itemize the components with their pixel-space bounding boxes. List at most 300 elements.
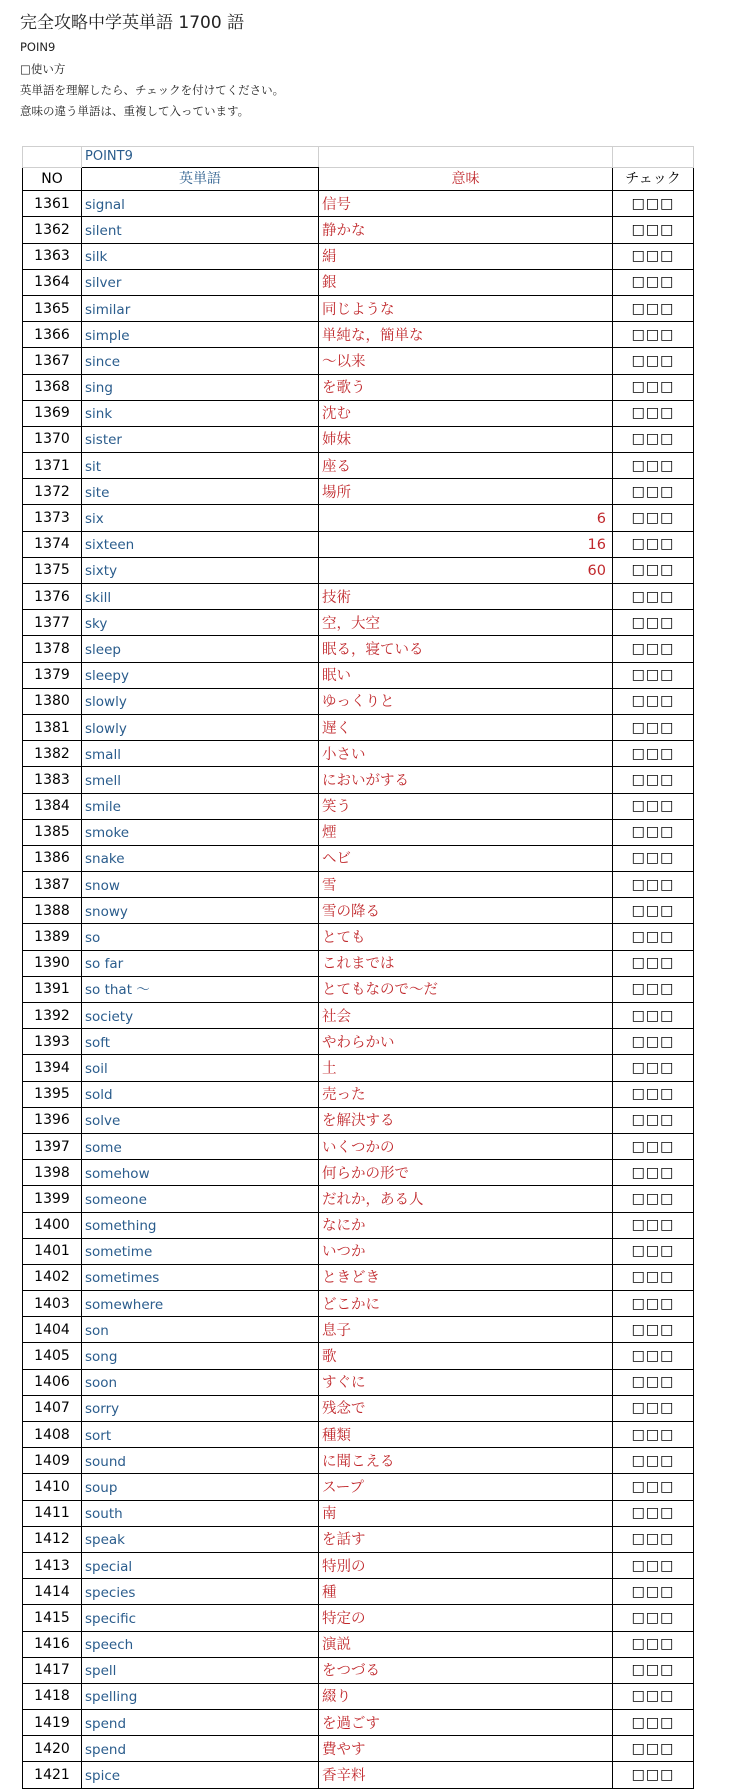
row-meaning: 銀 xyxy=(319,269,613,295)
row-word: spend xyxy=(82,1736,319,1762)
row-checkboxes[interactable]: □□□ xyxy=(613,374,694,400)
row-meaning: 息子 xyxy=(319,1317,613,1343)
row-word: sleepy xyxy=(82,662,319,688)
table-row xyxy=(23,1264,694,1290)
row-checkboxes[interactable]: □□□ xyxy=(613,1081,694,1107)
row-checkboxes[interactable]: □□□ xyxy=(613,1736,694,1762)
row-number: 1400 xyxy=(23,1212,82,1238)
table-row xyxy=(23,269,694,295)
row-word: smell xyxy=(82,767,319,793)
row-checkboxes[interactable]: □□□ xyxy=(613,505,694,531)
table-row xyxy=(23,1133,694,1159)
row-meaning: 信号 xyxy=(319,191,613,217)
table-row xyxy=(23,1552,694,1578)
row-word: spice xyxy=(82,1762,319,1788)
table-row xyxy=(23,898,694,924)
header-check: チェック xyxy=(613,168,694,191)
row-number: 1406 xyxy=(23,1369,82,1395)
row-checkboxes[interactable]: □□□ xyxy=(613,217,694,243)
row-number: 1374 xyxy=(23,531,82,557)
row-checkboxes[interactable]: □□□ xyxy=(613,1552,694,1578)
table-row xyxy=(23,1029,694,1055)
table-row xyxy=(23,610,694,636)
row-meaning: なにか xyxy=(319,1212,613,1238)
table-row xyxy=(23,1160,694,1186)
row-meaning: 笑う xyxy=(319,793,613,819)
row-word: sleep xyxy=(82,636,319,662)
row-checkboxes[interactable]: □□□ xyxy=(613,479,694,505)
row-checkboxes[interactable]: □□□ xyxy=(613,819,694,845)
table-row xyxy=(23,322,694,348)
table-row xyxy=(23,374,694,400)
row-checkboxes[interactable]: □□□ xyxy=(613,793,694,819)
row-checkboxes[interactable]: □□□ xyxy=(613,898,694,924)
row-checkboxes[interactable]: □□□ xyxy=(613,1762,694,1788)
row-number: 1402 xyxy=(23,1264,82,1290)
row-meaning: 遅く xyxy=(319,714,613,740)
row-word: someone xyxy=(82,1186,319,1212)
row-meaning: これまでは xyxy=(319,950,613,976)
row-number: 1410 xyxy=(23,1474,82,1500)
row-checkboxes[interactable]: □□□ xyxy=(613,1029,694,1055)
table-row xyxy=(23,1343,694,1369)
row-meaning: 座る xyxy=(319,453,613,479)
row-checkboxes[interactable]: □□□ xyxy=(613,1133,694,1159)
row-checkboxes[interactable]: □□□ xyxy=(613,950,694,976)
row-meaning: 小さい xyxy=(319,741,613,767)
table-row xyxy=(23,584,694,610)
row-word: speak xyxy=(82,1526,319,1552)
row-number: 1393 xyxy=(23,1029,82,1055)
row-word: so far xyxy=(82,950,319,976)
row-meaning: 姉妹 xyxy=(319,426,613,452)
table-row xyxy=(23,1448,694,1474)
section-blank-cell xyxy=(319,147,613,168)
row-checkboxes[interactable]: □□□ xyxy=(613,348,694,374)
row-word: silent xyxy=(82,217,319,243)
row-word: sorry xyxy=(82,1395,319,1421)
table-row xyxy=(23,479,694,505)
row-word: specific xyxy=(82,1605,319,1631)
row-number: 1389 xyxy=(23,924,82,950)
row-word: smile xyxy=(82,793,319,819)
row-word: skill xyxy=(82,584,319,610)
row-number: 1363 xyxy=(23,243,82,269)
row-word: speech xyxy=(82,1631,319,1657)
row-checkboxes[interactable]: □□□ xyxy=(613,1343,694,1369)
row-word: sort xyxy=(82,1422,319,1448)
table-row xyxy=(23,741,694,767)
row-meaning: 種類 xyxy=(319,1422,613,1448)
row-word: so that ～ xyxy=(82,976,319,1002)
row-number: 1415 xyxy=(23,1605,82,1631)
row-number: 1409 xyxy=(23,1448,82,1474)
row-number: 1401 xyxy=(23,1238,82,1264)
row-meaning: スープ xyxy=(319,1474,613,1500)
table-row xyxy=(23,1736,694,1762)
table-row xyxy=(23,1395,694,1421)
row-checkboxes[interactable]: □□□ xyxy=(613,1107,694,1133)
row-checkboxes[interactable]: □□□ xyxy=(613,636,694,662)
row-word: song xyxy=(82,1343,319,1369)
row-word: soup xyxy=(82,1474,319,1500)
row-checkboxes[interactable]: □□□ xyxy=(613,1291,694,1317)
table-row xyxy=(23,1526,694,1552)
row-word: something xyxy=(82,1212,319,1238)
row-meaning: 煙 xyxy=(319,819,613,845)
table-row xyxy=(23,348,694,374)
table-row xyxy=(23,426,694,452)
row-meaning: 種 xyxy=(319,1579,613,1605)
header-row xyxy=(23,168,694,191)
row-number: 1404 xyxy=(23,1317,82,1343)
table-row xyxy=(23,1212,694,1238)
row-meaning: 単純な，簡単な xyxy=(319,322,613,348)
row-word: slowly xyxy=(82,714,319,740)
row-meaning: 香辛料 xyxy=(319,1762,613,1788)
table-row xyxy=(23,636,694,662)
row-word: society xyxy=(82,1003,319,1029)
table-row xyxy=(23,1657,694,1683)
row-number: 1369 xyxy=(23,400,82,426)
row-word: soon xyxy=(82,1369,319,1395)
table-row xyxy=(23,976,694,1002)
row-checkboxes[interactable]: □□□ xyxy=(613,295,694,321)
row-checkboxes[interactable]: □□□ xyxy=(613,1264,694,1290)
row-number: 1412 xyxy=(23,1526,82,1552)
row-number: 1395 xyxy=(23,1081,82,1107)
row-checkboxes[interactable]: □□□ xyxy=(613,1003,694,1029)
row-meaning: を解決する xyxy=(319,1107,613,1133)
row-checkboxes[interactable]: □□□ xyxy=(613,269,694,295)
row-number: 1371 xyxy=(23,453,82,479)
row-word: similar xyxy=(82,295,319,321)
table-row xyxy=(23,1683,694,1709)
note-text: 意味の違う単語は、重複して入っています。 xyxy=(20,104,250,118)
row-number: 1397 xyxy=(23,1133,82,1159)
row-meaning: すぐに xyxy=(319,1369,613,1395)
row-meaning: どこかに xyxy=(319,1291,613,1317)
table-row xyxy=(23,1474,694,1500)
point-label: POIN9 xyxy=(20,40,56,54)
row-meaning: 歌 xyxy=(319,1343,613,1369)
row-checkboxes[interactable]: □□□ xyxy=(613,1395,694,1421)
row-word: snowy xyxy=(82,898,319,924)
header-no: NO xyxy=(23,168,82,191)
table-row xyxy=(23,1081,694,1107)
table-row xyxy=(23,767,694,793)
table-row xyxy=(23,872,694,898)
row-meaning: 南 xyxy=(319,1500,613,1526)
row-number: 1385 xyxy=(23,819,82,845)
row-meaning: を話す xyxy=(319,1526,613,1552)
row-checkboxes[interactable]: □□□ xyxy=(613,1160,694,1186)
row-number: 1386 xyxy=(23,845,82,871)
row-checkboxes[interactable]: □□□ xyxy=(613,1657,694,1683)
row-word: six xyxy=(82,505,319,531)
row-word: spell xyxy=(82,1657,319,1683)
row-word: species xyxy=(82,1579,319,1605)
row-meaning: 同じような xyxy=(319,295,613,321)
row-number: 1420 xyxy=(23,1736,82,1762)
row-checkboxes[interactable]: □□□ xyxy=(613,1422,694,1448)
row-number: 1362 xyxy=(23,217,82,243)
row-checkboxes[interactable]: □□□ xyxy=(613,1579,694,1605)
row-checkboxes[interactable]: □□□ xyxy=(613,688,694,714)
row-number: 1361 xyxy=(23,191,82,217)
table-row xyxy=(23,1055,694,1081)
row-checkboxes[interactable]: □□□ xyxy=(613,1683,694,1709)
row-word: snake xyxy=(82,845,319,871)
row-word: special xyxy=(82,1552,319,1578)
table-row xyxy=(23,191,694,217)
row-number: 1378 xyxy=(23,636,82,662)
row-word: sister xyxy=(82,426,319,452)
row-checkboxes[interactable]: □□□ xyxy=(613,872,694,898)
table-row xyxy=(23,688,694,714)
row-number: 1396 xyxy=(23,1107,82,1133)
header-meaning: 意味 xyxy=(319,168,613,191)
row-meaning: とても xyxy=(319,924,613,950)
table-row xyxy=(23,1369,694,1395)
row-checkboxes[interactable]: □□□ xyxy=(613,557,694,583)
row-word: somehow xyxy=(82,1160,319,1186)
row-number: 1399 xyxy=(23,1186,82,1212)
row-meaning: 雪 xyxy=(319,872,613,898)
row-meaning: 雪の降る xyxy=(319,898,613,924)
row-checkboxes[interactable]: □□□ xyxy=(613,1605,694,1631)
row-meaning: 沈む xyxy=(319,400,613,426)
row-meaning: 6 xyxy=(319,505,613,531)
row-meaning: とてもなので～だ xyxy=(319,976,613,1002)
row-meaning: 場所 xyxy=(319,479,613,505)
table-row xyxy=(23,1317,694,1343)
table-row xyxy=(23,819,694,845)
row-checkboxes[interactable]: □□□ xyxy=(613,1055,694,1081)
row-checkboxes[interactable]: □□□ xyxy=(613,610,694,636)
row-meaning: いつか xyxy=(319,1238,613,1264)
row-checkboxes[interactable]: □□□ xyxy=(613,714,694,740)
row-word: south xyxy=(82,1500,319,1526)
row-meaning: 技術 xyxy=(319,584,613,610)
row-number: 1392 xyxy=(23,1003,82,1029)
row-checkboxes[interactable]: □□□ xyxy=(613,1710,694,1736)
table-row xyxy=(23,950,694,976)
row-word: sometimes xyxy=(82,1264,319,1290)
row-checkboxes[interactable]: □□□ xyxy=(613,1317,694,1343)
row-number: 1403 xyxy=(23,1291,82,1317)
row-number: 1370 xyxy=(23,426,82,452)
table-row xyxy=(23,793,694,819)
row-word: sometime xyxy=(82,1238,319,1264)
row-number: 1382 xyxy=(23,741,82,767)
row-checkboxes[interactable]: □□□ xyxy=(613,1500,694,1526)
row-number: 1368 xyxy=(23,374,82,400)
row-word: since xyxy=(82,348,319,374)
row-meaning: 費やす xyxy=(319,1736,613,1762)
row-number: 1390 xyxy=(23,950,82,976)
row-meaning: 土 xyxy=(319,1055,613,1081)
row-checkboxes[interactable]: □□□ xyxy=(613,1238,694,1264)
row-checkboxes[interactable]: □□□ xyxy=(613,1369,694,1395)
row-meaning: においがする xyxy=(319,767,613,793)
row-word: silver xyxy=(82,269,319,295)
row-checkboxes[interactable]: □□□ xyxy=(613,1212,694,1238)
vocabulary-table xyxy=(22,146,694,1789)
row-number: 1366 xyxy=(23,322,82,348)
row-word: solve xyxy=(82,1107,319,1133)
row-meaning: 16 xyxy=(319,531,613,557)
row-meaning: 演説 xyxy=(319,1631,613,1657)
row-meaning: をつづる xyxy=(319,1657,613,1683)
row-number: 1388 xyxy=(23,898,82,924)
table-row xyxy=(23,1605,694,1631)
row-meaning: 綴り xyxy=(319,1683,613,1709)
row-word: sold xyxy=(82,1081,319,1107)
row-number: 1381 xyxy=(23,714,82,740)
row-number: 1383 xyxy=(23,767,82,793)
row-meaning: ～以来 xyxy=(319,348,613,374)
row-word: sit xyxy=(82,453,319,479)
table-row xyxy=(23,1631,694,1657)
row-checkboxes[interactable]: □□□ xyxy=(613,976,694,1002)
row-checkboxes[interactable]: □□□ xyxy=(613,453,694,479)
row-checkboxes[interactable]: □□□ xyxy=(613,1474,694,1500)
table-row xyxy=(23,1291,694,1317)
row-checkboxes[interactable]: □□□ xyxy=(613,845,694,871)
row-word: slowly xyxy=(82,688,319,714)
row-number: 1384 xyxy=(23,793,82,819)
table-row xyxy=(23,1003,694,1029)
row-number: 1419 xyxy=(23,1710,82,1736)
row-word: site xyxy=(82,479,319,505)
row-number: 1365 xyxy=(23,295,82,321)
row-checkboxes[interactable]: □□□ xyxy=(613,1631,694,1657)
row-number: 1379 xyxy=(23,662,82,688)
table-row xyxy=(23,1762,694,1788)
row-checkboxes[interactable]: □□□ xyxy=(613,322,694,348)
row-word: silk xyxy=(82,243,319,269)
table-body xyxy=(23,191,694,1788)
row-meaning: 静かな xyxy=(319,217,613,243)
table-row xyxy=(23,1238,694,1264)
row-checkboxes[interactable]: □□□ xyxy=(613,1186,694,1212)
row-meaning: だれか，ある人 xyxy=(319,1186,613,1212)
row-word: simple xyxy=(82,322,319,348)
row-word: soft xyxy=(82,1029,319,1055)
row-meaning: やわらかい xyxy=(319,1029,613,1055)
row-number: 1391 xyxy=(23,976,82,1002)
table-row xyxy=(23,531,694,557)
row-number: 1372 xyxy=(23,479,82,505)
row-meaning: 眠い xyxy=(319,662,613,688)
row-number: 1376 xyxy=(23,584,82,610)
row-checkboxes[interactable]: □□□ xyxy=(613,662,694,688)
row-word: son xyxy=(82,1317,319,1343)
row-number: 1408 xyxy=(23,1422,82,1448)
table-row xyxy=(23,453,694,479)
header-word: 英単語 xyxy=(82,168,319,191)
row-number: 1421 xyxy=(23,1762,82,1788)
row-checkboxes[interactable]: □□□ xyxy=(613,191,694,217)
row-checkboxes[interactable]: □□□ xyxy=(613,426,694,452)
section-label: POINT9 xyxy=(82,147,319,168)
row-meaning: ときどき xyxy=(319,1264,613,1290)
table-row xyxy=(23,1579,694,1605)
row-word: small xyxy=(82,741,319,767)
table-row xyxy=(23,505,694,531)
row-word: smoke xyxy=(82,819,319,845)
row-meaning: 社会 xyxy=(319,1003,613,1029)
row-meaning: を過ごす xyxy=(319,1710,613,1736)
row-meaning: に聞こえる xyxy=(319,1448,613,1474)
table-row xyxy=(23,845,694,871)
table-row xyxy=(23,295,694,321)
row-checkboxes[interactable]: □□□ xyxy=(613,767,694,793)
row-number: 1367 xyxy=(23,348,82,374)
row-checkboxes[interactable]: □□□ xyxy=(613,1448,694,1474)
row-meaning: 特定の xyxy=(319,1605,613,1631)
row-word: soil xyxy=(82,1055,319,1081)
row-meaning: ゆっくりと xyxy=(319,688,613,714)
row-checkboxes[interactable]: □□□ xyxy=(613,924,694,950)
row-checkboxes[interactable]: □□□ xyxy=(613,531,694,557)
row-number: 1418 xyxy=(23,1683,82,1709)
row-checkboxes[interactable]: □□□ xyxy=(613,400,694,426)
row-number: 1375 xyxy=(23,557,82,583)
row-number: 1394 xyxy=(23,1055,82,1081)
table-row xyxy=(23,1710,694,1736)
table-row xyxy=(23,662,694,688)
row-word: snow xyxy=(82,872,319,898)
row-meaning: 眠る，寝ている xyxy=(319,636,613,662)
table-row xyxy=(23,714,694,740)
table-row xyxy=(23,217,694,243)
row-word: sink xyxy=(82,400,319,426)
row-meaning: 60 xyxy=(319,557,613,583)
row-word: some xyxy=(82,1133,319,1159)
usage-heading: □使い方 xyxy=(20,62,66,76)
row-word: sing xyxy=(82,374,319,400)
row-word: somewhere xyxy=(82,1291,319,1317)
table-row xyxy=(23,243,694,269)
row-meaning: 残念で xyxy=(319,1395,613,1421)
row-meaning: 空，大空 xyxy=(319,610,613,636)
row-number: 1413 xyxy=(23,1552,82,1578)
table-row xyxy=(23,400,694,426)
table-row xyxy=(23,1500,694,1526)
row-word: sound xyxy=(82,1448,319,1474)
section-blank-cell xyxy=(613,147,694,168)
section-blank-cell xyxy=(23,147,82,168)
row-checkboxes[interactable]: □□□ xyxy=(613,741,694,767)
table-row xyxy=(23,1107,694,1133)
row-checkboxes[interactable]: □□□ xyxy=(613,1526,694,1552)
row-checkboxes[interactable]: □□□ xyxy=(613,243,694,269)
row-word: sixteen xyxy=(82,531,319,557)
row-number: 1407 xyxy=(23,1395,82,1421)
row-word: sky xyxy=(82,610,319,636)
row-number: 1411 xyxy=(23,1500,82,1526)
section-row xyxy=(23,147,694,168)
row-number: 1416 xyxy=(23,1631,82,1657)
row-meaning: を歌う xyxy=(319,374,613,400)
page-title: 完全攻略中学英単語 1700 語 xyxy=(20,13,245,33)
row-checkboxes[interactable]: □□□ xyxy=(613,584,694,610)
row-meaning: いくつかの xyxy=(319,1133,613,1159)
table-row xyxy=(23,1186,694,1212)
row-number: 1398 xyxy=(23,1160,82,1186)
